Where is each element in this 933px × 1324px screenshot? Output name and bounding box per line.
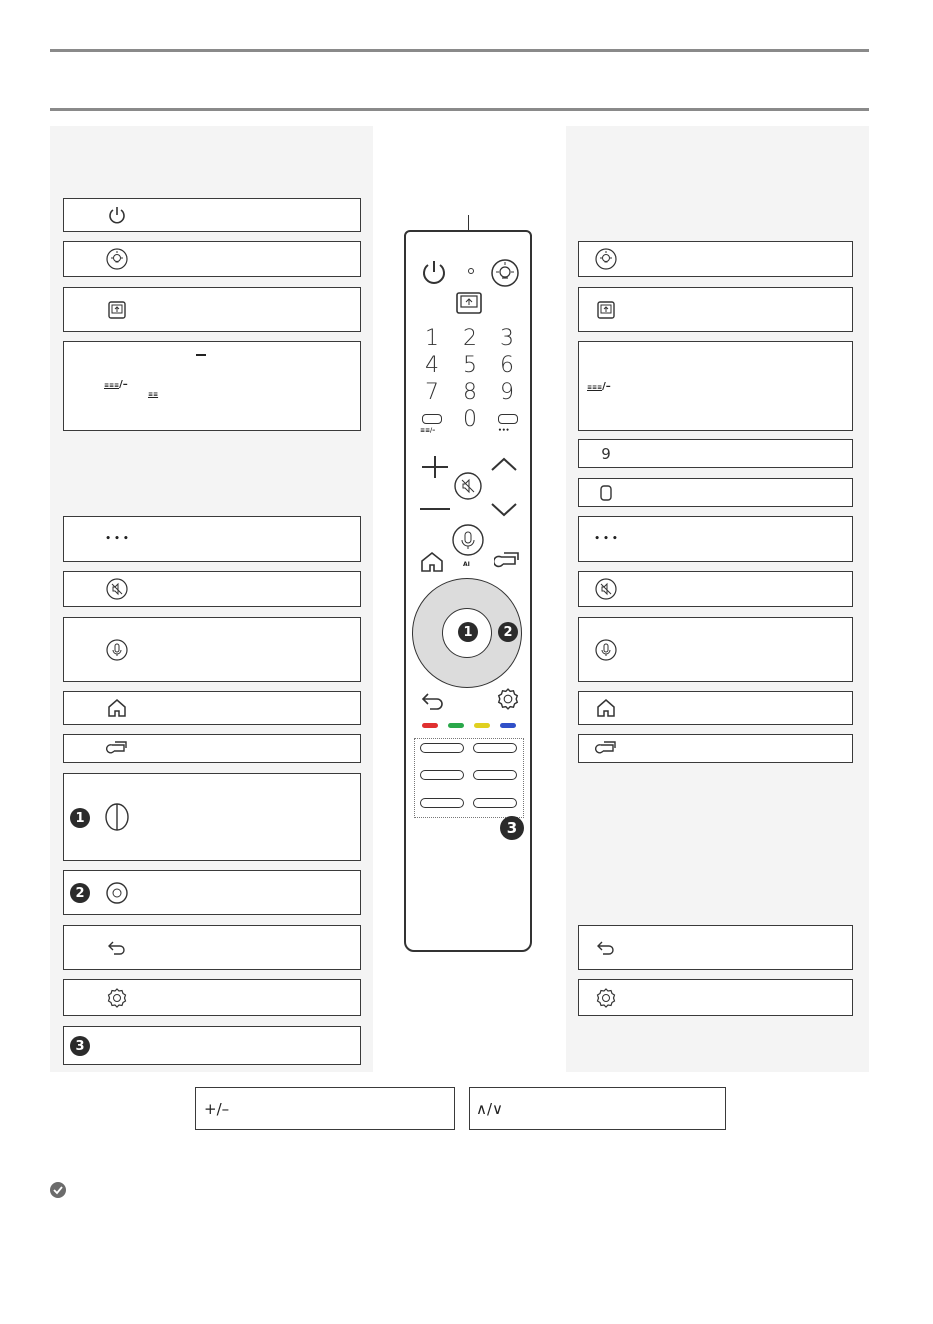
volume-up-button[interactable]: [420, 452, 450, 486]
digit-5-button[interactable]: 5: [463, 353, 477, 378]
ok-wheel-icon: [104, 804, 130, 830]
digit-4-button[interactable]: 4: [425, 353, 439, 378]
home-icon: [593, 695, 619, 721]
more-button[interactable]: [498, 414, 518, 424]
gear-icon: [104, 985, 130, 1011]
wheel-ok-entry: [63, 773, 361, 861]
back-entry: [63, 925, 361, 970]
channel-up-button[interactable]: [490, 456, 518, 478]
digit-7-button[interactable]: 7: [425, 380, 439, 405]
guide-icon: ≡≡≡/–: [104, 379, 128, 390]
digit-2-button[interactable]: 2: [463, 326, 477, 351]
input-icon: [104, 297, 130, 323]
gear-icon: [593, 985, 619, 1011]
channel-icon: ∧/∨: [476, 1100, 504, 1118]
light-entry: [63, 241, 361, 277]
mute-icon: [593, 576, 619, 602]
zero-icon: [593, 480, 619, 506]
nine-icon: 9: [601, 444, 611, 463]
right-recents-entry: [578, 734, 853, 763]
back-icon: [104, 935, 130, 961]
power-entry: [63, 198, 361, 232]
header-rule: [50, 108, 869, 111]
right-nine-entry: [578, 439, 853, 468]
power-icon: [104, 202, 130, 228]
back-icon: [593, 935, 619, 961]
badge-3: 3: [500, 816, 524, 840]
right-input-entry: [578, 287, 853, 332]
nav-ring-entry: [63, 870, 361, 915]
bulb-icon: [593, 246, 619, 272]
home-button[interactable]: [420, 550, 444, 578]
volume-icon: +/–: [204, 1100, 230, 1118]
light-button[interactable]: [490, 258, 520, 292]
green-button[interactable]: [448, 723, 464, 728]
mic-entry: [63, 617, 361, 682]
right-more-entry: [578, 516, 853, 562]
back-button[interactable]: [420, 690, 446, 716]
app-button-4[interactable]: [473, 770, 517, 780]
volume-down-button[interactable]: [420, 508, 450, 510]
right-home-entry: [578, 691, 853, 725]
app-button-6[interactable]: [473, 798, 517, 808]
right-back-entry: [578, 925, 853, 970]
ai-label: AI: [463, 561, 470, 568]
badge-2: 2: [70, 883, 90, 903]
digit-3-button[interactable]: 3: [500, 326, 514, 351]
guide-button[interactable]: [422, 414, 442, 424]
input-icon: [593, 297, 619, 323]
bulb-icon: [104, 246, 130, 272]
settings-entry: [63, 979, 361, 1016]
recents-entry: [63, 734, 361, 763]
power-button[interactable]: [420, 258, 448, 290]
red-button[interactable]: [422, 723, 438, 728]
app-button-2[interactable]: [473, 743, 517, 753]
nav-ring-icon: [104, 880, 130, 906]
more-entry: [63, 516, 361, 562]
app-button-5[interactable]: [420, 798, 464, 808]
color-buttons-entry: [63, 1026, 361, 1065]
home-icon: [104, 695, 130, 721]
mute-icon: [104, 576, 130, 602]
mic-icon: [593, 637, 619, 663]
more-icon: • • •: [594, 534, 618, 544]
recents-icon: [104, 736, 130, 762]
badge-1: 1: [70, 808, 90, 828]
guide-entry: [63, 341, 361, 431]
recents-button[interactable]: [494, 550, 520, 576]
remote-control: [404, 230, 532, 952]
digit-1-button[interactable]: 1: [425, 326, 439, 351]
mute-button[interactable]: [454, 472, 482, 504]
digit-9-button[interactable]: 9: [500, 380, 514, 405]
recents-icon: [593, 736, 619, 762]
digit-8-button[interactable]: 8: [463, 380, 477, 405]
right-settings-entry: [578, 979, 853, 1016]
more-label: •••: [498, 427, 510, 434]
badge-2: 2: [498, 622, 518, 642]
more-icon: • • •: [105, 534, 129, 544]
app-button-3[interactable]: [420, 770, 464, 780]
settings-button[interactable]: [496, 687, 520, 715]
right-mute-entry: [578, 571, 853, 607]
right-zero-entry: [578, 478, 853, 507]
mic-button[interactable]: [452, 524, 484, 560]
volume-entry: [195, 1087, 455, 1130]
right-mic-entry: [578, 617, 853, 682]
right-light-entry: [578, 241, 853, 277]
channel-entry: [469, 1087, 726, 1130]
guide-label: ≡≡/–: [420, 427, 436, 434]
digit-6-button[interactable]: 6: [500, 353, 514, 378]
channel-down-button[interactable]: [490, 500, 518, 522]
badge-3: 3: [70, 1036, 90, 1056]
app-button-1[interactable]: [420, 743, 464, 753]
badge-1: 1: [458, 622, 478, 642]
top-rule: [50, 49, 869, 52]
guide-icon: ≡≡≡/–: [587, 381, 611, 392]
digit-0-button[interactable]: 0: [463, 407, 477, 432]
mic-icon: [104, 637, 130, 663]
blue-button[interactable]: [500, 723, 516, 728]
indicator-led: [468, 268, 474, 274]
right-guide-entry: [578, 341, 853, 431]
input-button[interactable]: [456, 292, 482, 318]
home-entry: [63, 691, 361, 725]
input-entry: [63, 287, 361, 332]
mute-entry: [63, 571, 361, 607]
guide-small-icon: ≡≡: [148, 391, 159, 398]
check-circle-icon: [49, 1181, 67, 1203]
minus-icon: [196, 354, 206, 356]
yellow-button[interactable]: [474, 723, 490, 728]
